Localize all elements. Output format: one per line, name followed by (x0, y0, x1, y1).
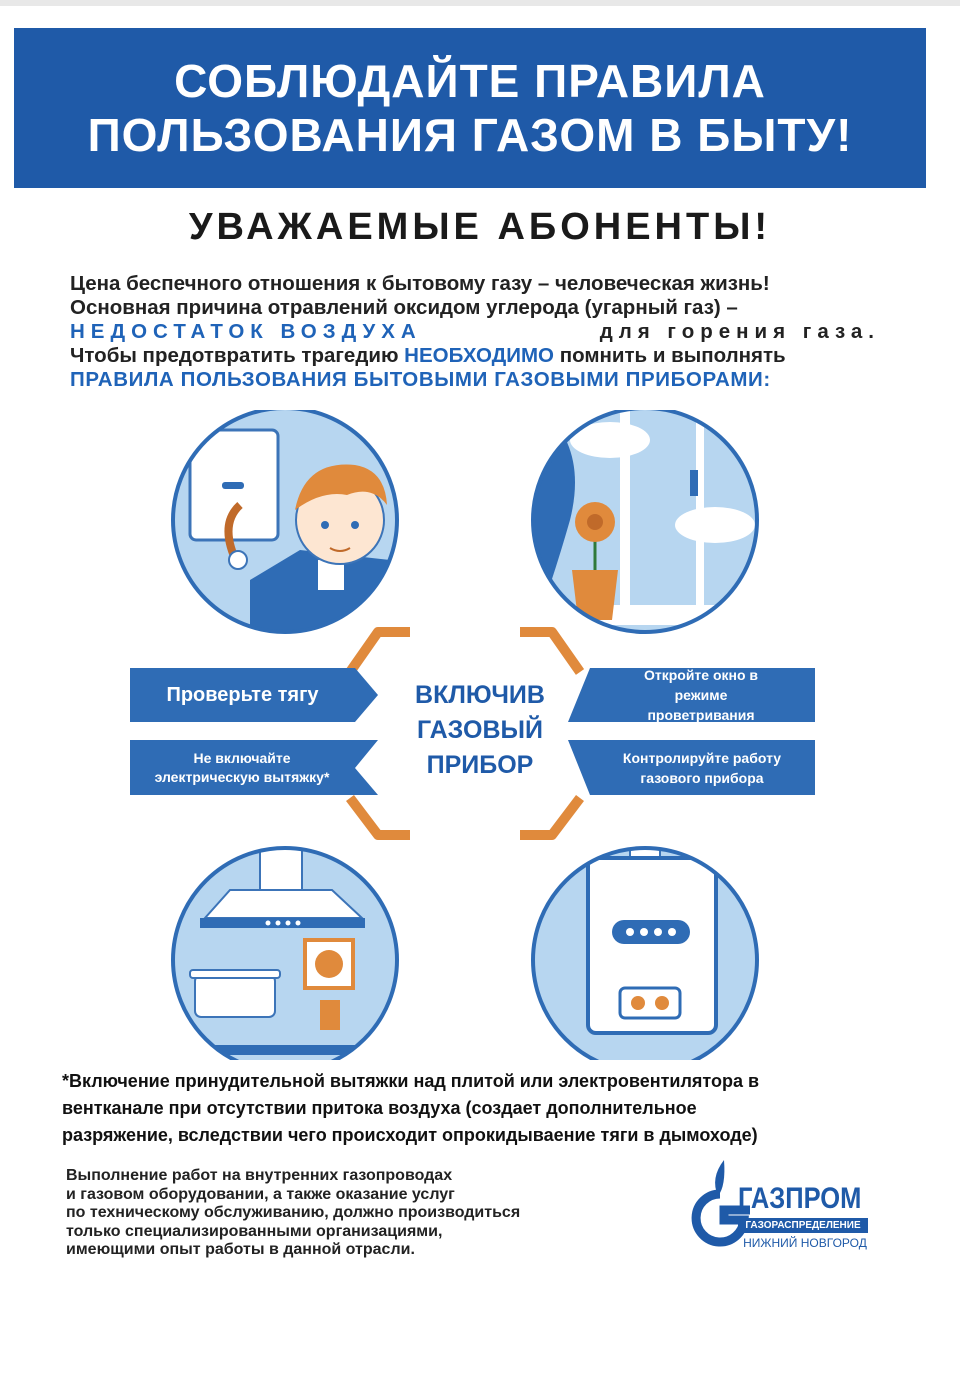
service-notice-line4: только специализированными организациями, (66, 1222, 443, 1240)
gas-boiler-illustration (533, 830, 757, 1060)
open-window-label (590, 666, 812, 724)
footnote (62, 1068, 902, 1149)
open-window-text-3: проветривания (647, 707, 755, 723)
banner-title-line1: СОБЛЮДАЙТЕ ПРАВИЛА (174, 55, 766, 107)
control-text-2: газового прибора (640, 770, 764, 786)
kitchen-hood-illustration (173, 840, 397, 1060)
top-divider (0, 0, 960, 6)
title-banner (14, 28, 926, 188)
service-notice (66, 1167, 656, 1260)
no-hood-text-2: электрическую вытяжку* (154, 769, 330, 785)
center-heading (380, 678, 580, 783)
check-draft-text: Проверьте тягу (166, 683, 319, 706)
intro-line4 (70, 344, 880, 368)
gazprom-logo (690, 1158, 880, 1258)
open-window-text-1: Откройте окно в (643, 667, 759, 683)
intro-line4-start: Чтобы предотвратить трагедию (70, 344, 399, 367)
no-hood-text-1: Не включайте (193, 750, 291, 766)
logo-sub: ГАЗОРАСПРЕДЕЛЕНИЕ (738, 1218, 868, 1233)
no-hood-label (132, 742, 352, 794)
intro-highlight-air: НЕДОСТАТОК ВОЗДУХА (70, 320, 422, 343)
open-window-illustration (530, 410, 770, 640)
logo-city: НИЖНИЙ НОВГОРОД (743, 1236, 867, 1250)
intro-line1: Цена беспечного отношения к бытовому газу – человеческая жизнь! (70, 272, 770, 295)
footnote-line1: *Включение принудительной вытяжки над плитой или электровентилятора в (62, 1071, 760, 1091)
intro-line2: Основная причина отравлений оксидом углерода (угарный газ) – (70, 296, 738, 319)
footnote-line3: разряжение, вследствии чего происходит опрокидываение тяги в дымоходе) (62, 1125, 758, 1145)
center-line2: ГАЗОВЫЙ (417, 716, 543, 744)
intro-paragraph (70, 272, 880, 392)
footnote-line2: вентканале при отсутствии притока воздуха (создает дополнительное (62, 1098, 697, 1118)
center-line1: ВКЛЮЧИВ (415, 681, 545, 709)
control-label (592, 742, 812, 794)
boy-checking-draft-illustration (173, 410, 400, 640)
control-text-1: Контролируйте работу (622, 750, 782, 766)
infographic (0, 410, 960, 1060)
center-line3: ПРИБОР (426, 751, 534, 779)
check-draft-label (130, 668, 355, 722)
logo-name: ГАЗПРОМ (738, 1182, 862, 1215)
service-notice-line3: по техническому обслуживанию, должно производиться (66, 1204, 521, 1221)
service-notice-line5: имеющими опыт работы в данной отрасли. (66, 1241, 415, 1258)
service-notice-line2: и газовом оборудовании, а также оказание услуг (66, 1185, 455, 1203)
intro-rules-heading: ПРАВИЛА ПОЛЬЗОВАНИЯ БЫТОВЫМИ ГАЗОВЫМИ ПРИБОРАМИ: (70, 368, 771, 391)
service-notice-line1: Выполнение работ на внутренних газопроводах (66, 1167, 453, 1184)
intro-line4-end: помнить и выполнять (559, 344, 786, 367)
open-window-text-2: режиме (674, 687, 728, 703)
banner-title-line2: ПОЛЬЗОВАНИЯ ГАЗОМ В БЫТУ! (87, 109, 853, 161)
intro-line3 (70, 320, 880, 344)
intro-highlight-necessary: НЕОБХОДИМО (404, 344, 554, 367)
greeting-heading: УВАЖАЕМЫЕ АБОНЕНТЫ! (188, 206, 772, 248)
intro-line3-rest: для горения газа. (599, 320, 880, 343)
